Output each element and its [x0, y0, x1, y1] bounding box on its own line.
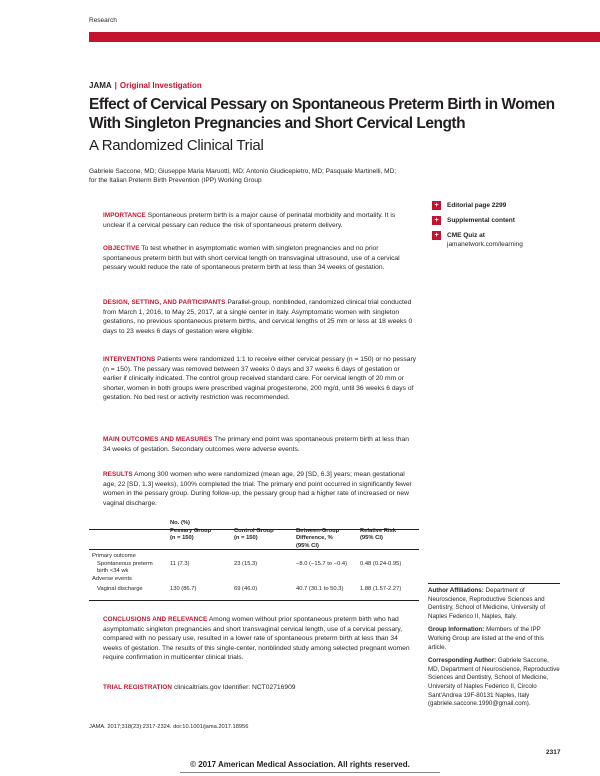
- col-difference: Between-Group Difference, % (95% CI): [296, 527, 340, 549]
- abstract-objective: OBJECTIVE To test whether in asymptomatic women with singleton pregnancies and no prior spontaneous preterm birth but with short cervical length on transvaginal ultrasound, use of a cervical pessary would reduce the rate of spontaneous preterm birth at less than 34 weeks of gestation.: [103, 245, 400, 272]
- group-info-block: Group Information: Members of the IPP Working Group are listed at the end of this article.: [428, 626, 544, 651]
- authors-line: Gabriele Saccone, MD; Giuseppe Maria Maruotti, MD; Antonio Giudicepietro, MD; Pasquale Martinelli, MD;: [89, 168, 397, 175]
- editorial-link[interactable]: + Editorial page 2299: [432, 201, 562, 210]
- table-row: Spontaneous preterm birth <34 wk 11 (7.3) 23 (15.3) −8.0 (−15.7 to −0.4) 0.48 (0.24-0.95): [97, 560, 402, 574]
- abstract-importance: IMPORTANCE Spontaneous preterm birth is a major cause of perinatal morbidity and mortality. It is unclear if a cervical pessary can reduce the risk of spontaneous preterm delivery.: [103, 212, 396, 229]
- footer-rule: [180, 772, 440, 773]
- results-table: [89, 520, 409, 594]
- no-label: No. (%): [170, 520, 190, 526]
- copyright: © 2017 American Medical Association. All rights reserved.: [190, 760, 410, 769]
- table-group-row: Adverse events: [92, 575, 132, 582]
- author-list: [89, 167, 449, 185]
- section-label: Research: [89, 17, 117, 24]
- journal-line: [89, 81, 202, 90]
- authors-group-line: for the Italian Preterm Birth Prevention (IPP) Working Group: [89, 177, 262, 184]
- author-affiliations: [428, 587, 560, 714]
- table-row: Vaginal discharge 130 (86.7) 69 (46.0) 40.7 (30.1 to 50.3) 1.88 (1.57-2.27): [97, 586, 402, 592]
- abstract-registration: TRIAL REGISTRATION clinicaltrials.gov Identifier: NCT02716909: [103, 684, 296, 691]
- abstract-design: DESIGN, SETTING, AND PARTICIPANTS Parallel-group, nonblinded, randomized clinical trial conducted from March 1, 2016, to May 25, 2017, at a single center in Italy. Asymptomatic women with singleton gestations, no previous spontaneous preterm births, and cervical lengths of 25 mm or less at 18 weeks 0 days to 23 weeks 6 days of gestation were eligible.: [103, 299, 413, 335]
- cme-url: jamanetwork.com/learning: [447, 241, 523, 248]
- affiliations-rule: [428, 583, 560, 584]
- col-relative-risk: Relative Risk (95% CI): [360, 527, 397, 541]
- abstract-outcomes: MAIN OUTCOMES AND MEASURES The primary end point was spontaneous preterm birth at less than 34 weeks of gestation. Secondary outcomes were adverse events.: [103, 436, 409, 453]
- page-number: 2317: [546, 749, 561, 756]
- plus-icon: +: [432, 231, 441, 240]
- article-type: Original Investigation: [119, 81, 202, 90]
- article-title: Effect of Cervical Pessary on Spontaneous Preterm Birth in Women With Singleton Pregnancies and Short Cervical Length: [89, 96, 555, 132]
- affiliation-block: Author Affiliations: Department of Neuroscience, Reproductive Sciences and Dentistry, School of Medicine, University of Naples Federico II, Naples, Italy.: [428, 587, 546, 620]
- col-pessary: Pessary Group (n = 150): [170, 527, 212, 541]
- col-control: Control Group (n = 150): [234, 527, 274, 541]
- abstract-results: RESULTS Among 300 women who were randomized (mean age, 29 [SD, 6.3] years; mean gestational age, 22 [SD, 1.3] weeks), 100% completed the trial. The primary end point occurred in significantly fewer women in the pessary group. During follow-up, the pessary group had a higher rate of increased or new vaginal discharge.: [103, 471, 412, 507]
- table-column-headers: [89, 528, 409, 551]
- supplemental-link[interactable]: + Supplemental content: [432, 216, 562, 225]
- article-subtitle: A Randomized Clinical Trial: [89, 137, 264, 154]
- journal-name: JAMA: [89, 81, 112, 90]
- abstract-conclusions: CONCLUSIONS AND RELEVANCE Among women without prior spontaneous preterm birth who had asymptomatic singleton pregnancies and short transvaginal cervical length, use of a cervical pessary, compared with no pessary use, resulted in a lower rate of spontaneous preterm birth at less than 34 weeks of gestation. The results of this single-center, nonblinded study among selected pregnant women require confirmation in multicenter clinical trials.: [103, 616, 410, 662]
- cme-quiz-link[interactable]: [432, 231, 562, 249]
- journal-separator: |: [114, 81, 117, 90]
- plus-icon: +: [432, 201, 441, 210]
- abstract-interventions: INTERVENTIONS Patients were randomized 1:1 to receive either cervical pessary (n = 150) or no pessary (n = 150). The pessary was removed between 37 weeks 0 days and 37 weeks 6 days of gestation or earlier if clinically indicated. The control group received standard care. For cervical length of 20 mm or shorter, women in both groups were prescribed vaginal progesterone, 200 mg/d, until 36 weeks 6 days of gestation. No bed rest or activity restriction was recommended.: [103, 356, 417, 402]
- corresponding-author-block: Corresponding Author: Gabriele Saccone, MD, Department of Neuroscience, Reproductive Sciences and Dentistry, School of Medicine, University of Naples Federico II, Circolo Sant'Andrea 19F-80131 Naples, Italy (gabriele.saccone.1990@gmail.com).: [428, 657, 560, 708]
- citation: JAMA. 2017;318(23):2317-2324. doi:10.1001/jama.2017.18956: [89, 724, 249, 730]
- related-links: [432, 201, 562, 255]
- table-header-row: [89, 520, 409, 528]
- cme-title: CME Quiz at: [447, 232, 485, 239]
- plus-icon: +: [432, 216, 441, 225]
- table-rule-bottom: [89, 600, 419, 601]
- header-rule: [89, 32, 600, 42]
- table-group-row: Primary outcome: [92, 553, 136, 559]
